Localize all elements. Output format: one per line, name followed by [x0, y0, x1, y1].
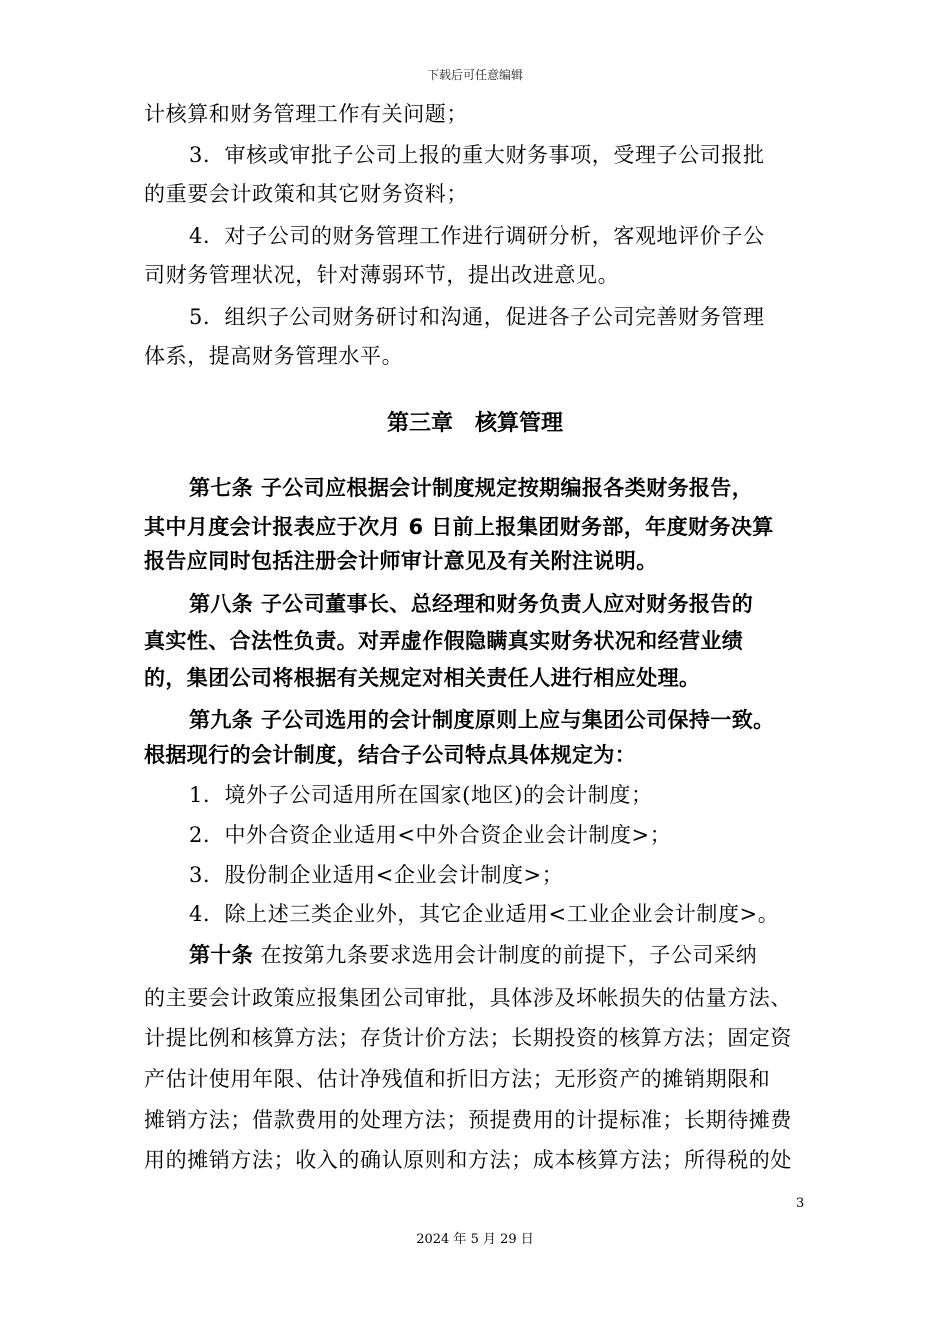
list-item: 2．中外合资企业适用<中外合资企业会计制度>； — [189, 823, 672, 847]
article10-line: 的主要会计政策应报集团公司审批，具体涉及坏帐损失的估量方法、 — [144, 986, 792, 1010]
article-line: 真实性、合法性负责。对弄虚作假隐瞒真实财务状况和经营业绩 — [144, 629, 744, 653]
article10-line: 产估计使用年限、估计净残值和折旧方法；无形资产的摊销期限和 — [144, 1067, 771, 1091]
chapter-title: 第三章 核算管理 — [386, 411, 563, 436]
article-line: 报告应同时包括注册会计师审计意见及有关附注说明。 — [144, 549, 658, 573]
list-item: 3．股份制企业适用<企业会计制度>； — [189, 863, 564, 887]
article-line: 的，集团公司将根据有关规定对相关责任人进行相应处理。 — [144, 666, 701, 690]
article10-line: 计提比例和核算方法；存货计价方法；长期投资的核算方法；固定资 — [144, 1026, 792, 1050]
article-line: 第七条 子公司应根据会计制度规定按期编报各类财务报告， — [189, 476, 754, 500]
article-line: 第九条 子公司选用的会计制度原则上应与集团公司保持一致。 — [189, 708, 775, 732]
article10-line: 摊销方法；借款费用的处理方法；预提费用的计提标准；长期待摊费 — [144, 1108, 792, 1132]
body-line: 的重要会计政策和其它财务资料； — [144, 182, 468, 206]
page-date: 2024 年 5 月 29 日 — [416, 1232, 534, 1247]
body-line: 计核算和财务管理工作有关问题； — [144, 102, 468, 126]
list-item: 1．境外子公司适用所在国家(地区)的会计制度； — [189, 783, 653, 807]
page-header: 下载后可任意编辑 — [426, 68, 523, 82]
article10-first-line — [189, 941, 757, 969]
page-number: 3 — [796, 1196, 805, 1211]
article10-first-line-rest: 在按第九条要求选用会计制度的前提下，子公司采纳 — [260, 943, 758, 967]
article10-line: 用的摊销方法；收入的确认原则和方法；成本核算方法；所得税的处 — [144, 1148, 792, 1172]
body-line: 司财务管理状况，针对薄弱环节，提出改进意见。 — [144, 263, 620, 287]
body-line: 体系，提高财务管理水平。 — [144, 344, 404, 368]
article-line: 根据现行的会计制度，结合子公司特点具体规定为： — [144, 743, 637, 767]
body-line: 4．对子公司的财务管理工作进行调研分析，客观地评价子公 — [189, 224, 765, 248]
article-line: 第八条 子公司董事长、总经理和财务负责人应对财务报告的 — [189, 592, 754, 616]
article-line: 其中月度会计报表应于次月 6 日前上报集团财务部，年度财务决算 — [144, 515, 774, 539]
body-line: 5．组织子公司财务研讨和沟通，促进各子公司完善财务管理 — [189, 305, 765, 329]
list-item: 4．除上述三类企业外，其它企业适用<工业企业会计制度>。 — [189, 902, 780, 926]
article10-label: 第十条 — [189, 943, 254, 967]
body-line: 3．审核或审批子公司上报的重大财务事项，受理子公司报批 — [189, 143, 765, 167]
